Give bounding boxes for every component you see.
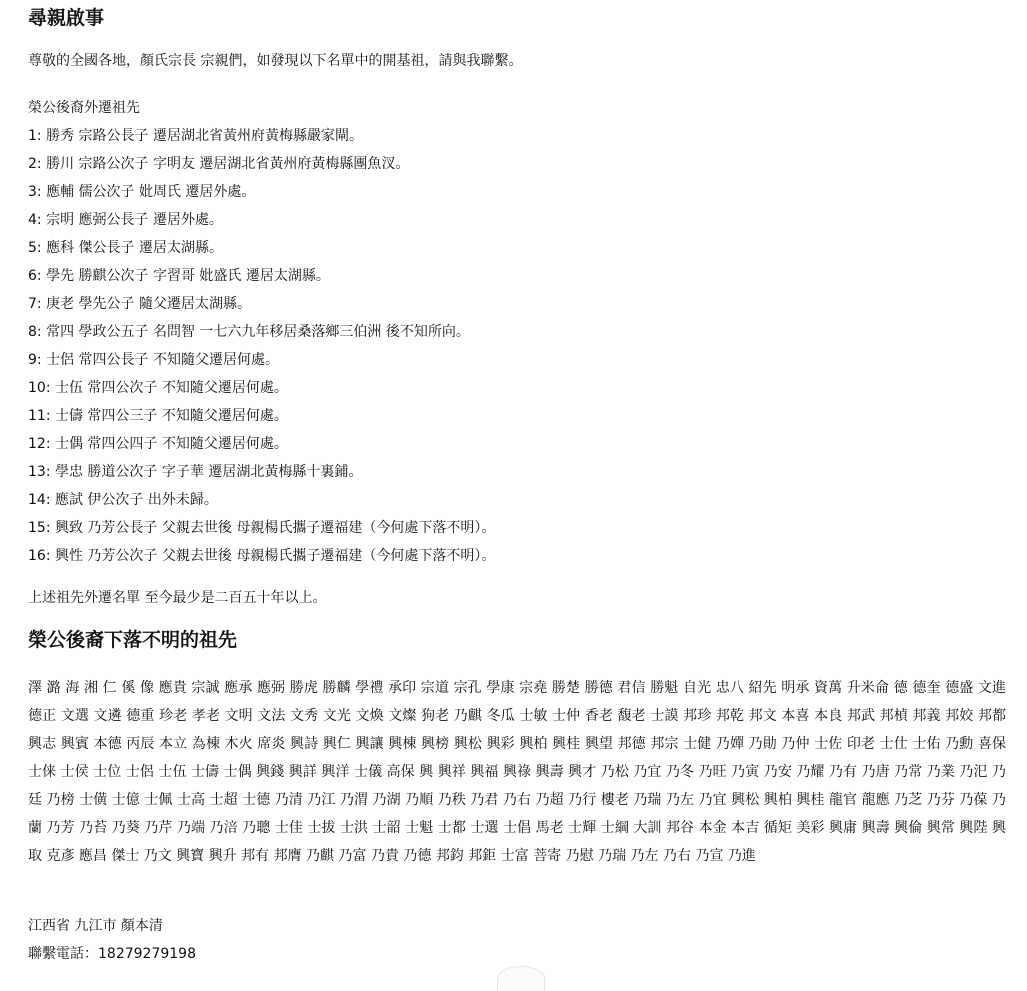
intro-paragraph: 尊敬的全國各地，顏氏宗長 宗親們，如發現以下名單中的開基祖，請與我聯繫。 <box>28 53 523 69</box>
list-item: 2: 勝川 宗路公次子 字明友 遷居湖北省黃州府黃梅縣團魚汊。 <box>28 156 410 172</box>
contact-phone: 聯繫電話：18279279198 <box>28 946 196 962</box>
list-item: 1: 勝秀 宗路公長子 遷居湖北省黃州府黃梅縣嚴家閘。 <box>28 128 363 144</box>
list-item: 6: 學先 勝麒公次子 字習哥 妣盛氏 遷居太湖縣。 <box>28 268 330 284</box>
list-item: 3: 應輔 儒公次子 妣周氏 遷居外處。 <box>28 184 256 200</box>
page-title: 尋親啟事 <box>28 7 105 29</box>
summary-paragraph: 上述祖先外遷名單 至今最少是二百五十年以上。 <box>28 590 327 606</box>
missing-ancestor-names: 澤 潞 海 湘 仁 傒 像 應貴 宗誠 應承 應弼 勝虎 勝麟 學禮 承印 宗道 宗孔 學康 宗堯 勝楚 勝德 君信 勝魁 自光 忠八 紹先 明承 資萬 升米侖 德 德奎 德盛 文進 德正 文選 文遴 德重 珍老 孝老 文明 文法 文秀 文光 文煥 文燦 狗老 乃麒 冬瓜 士敏 士仲 香老 馥老 士謨 邦珍 邦乾 邦文 本喜 本良 邦武 邦楨 邦義 邦姣 邦都 興志 興賓 本德 丙辰 本立 為棟 木火 席炎 興詩 興仁 興讓 興棟 興榜 興松 興彩 興柏 興桂 興望 邦德 邦宗 士健 乃嬋 乃勛 乃仲 士佐 印老 士仕 士佑 乃勳 喜保 士俫 士侯 士位 士侶 士伍 士儔 士偶 興錢 興詳 興洋 士儀 高保 興 興祥 興福 興祿 興壽 興才 乃松 乃宜 乃冬 乃旺 乃寅 乃安 乃耀 乃有 乃唐 乃常 乃業 乃汜 乃廷 乃榜 士僙 士億 士佩 士高 士超 士德 乃清 乃江 乃渭 乃湖 乃順 乃秩 乃君 乃右 乃超 乃行 樓老 乃瑞 乃左 乃宜 興松 興柏 興桂 龍官 龍應 乃芝 乃芬 乃葆 乃蘭 乃芳 乃苔 乃葵 乃芹 乃端 乃涪 乃聰 士佳 士拔 士洪 士韶 士魁 士都 士選 士倡 馬老 士輝 士綱 大訓 邦谷 本金 本吉 循矩 美彩 興庸 興壽 興倫 興常 興陛 興取 克彥 應昌 傑士 乃文 興寶 興升 邦有 邦膺 乃麒 乃富 乃貴 乃德 邦鈞 邦鉅 士富 菩寄 乃慰 乃瑞 乃左 乃右 乃宣 乃進 <box>28 680 1006 864</box>
list-item: 10: 士伍 常四公次子 不知隨父遷居何處。 <box>28 380 288 396</box>
emigrated-ancestors-block <box>28 94 495 570</box>
list-item: 16: 興性 乃芳公次子 父親去世後 母親楊氏攜子遷福建（今何處下落不明）。 <box>28 548 496 564</box>
list-item: 9: 士侶 常四公長子 不知隨父遷居何處。 <box>28 352 279 368</box>
list-item: 12: 士偶 常四公四子 不知隨父遷居何處。 <box>28 436 288 452</box>
list-item: 8: 常四 學政公五子 名問智 一七六九年移居桑落鄉三伯洲 後不知所向。 <box>28 324 470 340</box>
scroll-to-top-tab[interactable] <box>497 966 545 991</box>
section-heading-missing-ancestors: 榮公後裔下落不明的祖先 <box>28 629 238 651</box>
list-item: 14: 應試 伊公次子 出外未歸。 <box>28 492 218 508</box>
list-item: 11: 士儔 常四公三子 不知隨父遷居何處。 <box>28 408 288 424</box>
list-item: 5: 應科 傑公長子 遷居太湖縣。 <box>28 240 223 256</box>
list-item: 4: 宗明 應弼公長子 遷居外處。 <box>28 212 223 228</box>
list-item: 7: 庚老 學先公子 隨父遷居太湖縣。 <box>28 296 251 312</box>
contact-location: 江西省 九江市 顏本清 <box>28 918 163 934</box>
list-item: 15: 興致 乃芳公長子 父親去世後 母親楊氏攜子遷福建（今何處下落不明）。 <box>28 520 496 536</box>
ancestor-list <box>28 122 495 570</box>
list-item: 13: 學忠 勝道公次子 字子華 遷居湖北黃梅縣十裏鋪。 <box>28 464 363 480</box>
contact-info <box>28 912 196 968</box>
list-title: 榮公後裔外遷祖先 <box>28 100 140 116</box>
